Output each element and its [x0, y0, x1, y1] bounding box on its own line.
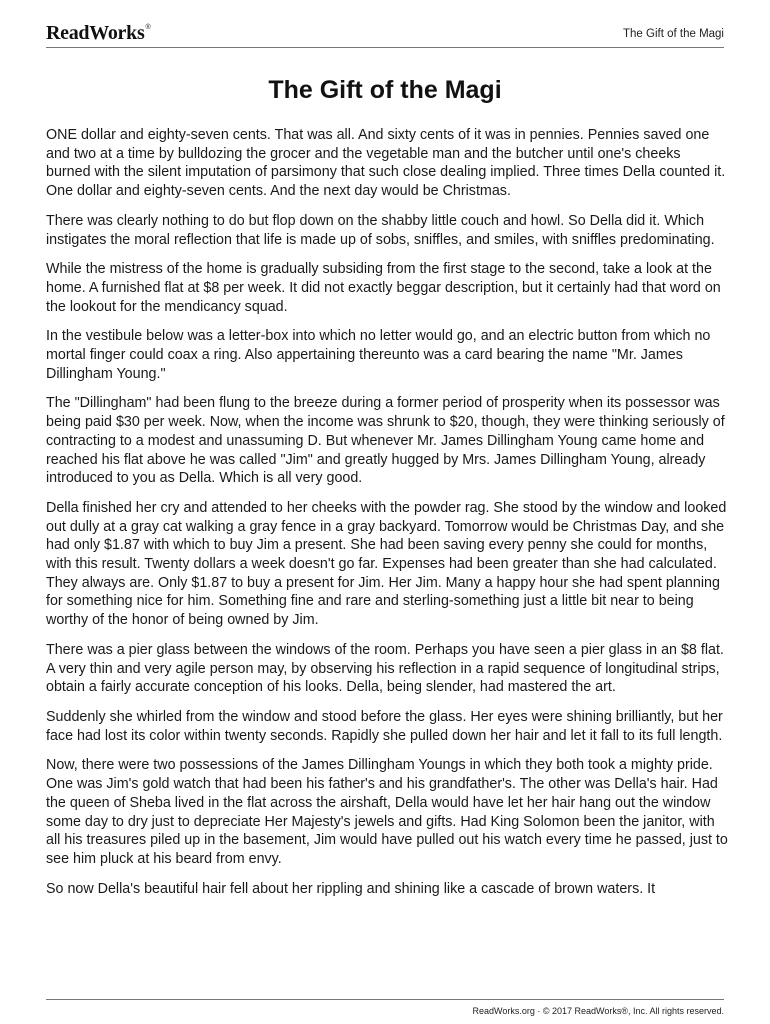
page-title: The Gift of the Magi	[268, 76, 502, 104]
paragraph: There was a pier glass between the windows of the room. Perhaps you have seen a pier glass in an $8 flat. A very thin and very agile person may, by observing his reflection in a rapid sequence of longitudinal strips, obtain a fairly accurate conception of his looks. Della, being slender, had mastered the art.	[46, 641, 724, 696]
logo-text: ReadWorks	[46, 22, 145, 44]
paragraph: Suddenly she whirled from the window and stood before the glass. Her eyes were shining brilliantly, but her face had lost its color within twenty seconds. Rapidly she pulled down her hair and let it fall to its full length.	[46, 708, 723, 744]
paragraph: The "Dillingham" had been flung to the breeze during a former period of prosperity when its possessor was being paid $30 per week. Now, when the income was shrunk to $20, though, they were thinking seriously of contracting to a modest and unassuming D. But whenever Mr. James Dillingham Young came home and reached his flat above he was called "Jim" and greatly hugged by Mrs. James Dillingham Young, already introduced to you as Della. Which is all very good.	[46, 395, 725, 487]
header-divider	[46, 47, 724, 48]
logo-registered-mark: ®	[145, 24, 151, 31]
footer-copyright: ReadWorks.org · © 2017 ReadWorks®, Inc. All rights reserved.	[472, 1006, 724, 1016]
paragraph: Now, there were two possessions of the James Dillingham Youngs in which they both took a mighty pride. One was Jim's gold watch that had been his father's and his grandfather's. The other was Della's hair. Had the queen of Sheba lived in the flat across the airshaft, Della would have let her hair hang out the window some day to dry just to depreciate Her Majesty's jewels and gifts. Had King Solomon been the janitor, with all his treasures piled up in the basement, Jim would have pulled out his watch every time he passed, just to see him pluck at his beard from envy.	[46, 757, 728, 867]
paragraph: Della finished her cry and attended to her cheeks with the powder rag. She stood by the window and looked out dully at a gray cat walking a gray fence in a gray backyard. Tomorrow would be Christmas Day, and she had only $1.87 with which to buy Jim a present. She had been saving every penny she could for months, with this result. Twenty dollars a week doesn't go far. Expenses had been greater than she had calculated. They always are. Only $1.87 to buy a present for Jim. Her Jim. Many a happy hour she had spent planning for something nice for him. Something fine and rare and sterling-something just a little bit near to being worthy of the honor of being owned by Jim.	[46, 499, 727, 629]
paragraph: So now Della's beautiful hair fell about her rippling and shining like a cascade of brown waters. It	[46, 880, 656, 897]
footer-divider	[46, 999, 724, 1000]
page-header	[46, 22, 724, 48]
paragraph: While the mistress of the home is gradually subsiding from the first stage to the second, take a look at the home. A furnished flat at $8 per week. It did not exactly beggar description, but it certainly had that word on the lookout for the mendicancy squad.	[46, 261, 721, 315]
paragraph: ONE dollar and eighty-seven cents. That was all. And sixty cents of it was in pennies. Pennies saved one and two at a time by bulldozing the grocer and the vegetable man and the butcher until one's cheeks burned with the silent imputation of parsimony that such close dealing implied. Three times Della counted it. One dollar and eighty-seven cents. And the next day would be Christmas.	[46, 127, 726, 200]
paragraph: There was clearly nothing to do but flop down on the shabby little couch and howl. So Della did it. Which instigates the moral reflection that life is made up of sobs, sniffles, and smiles, with sniffles predominating.	[46, 212, 715, 248]
readworks-logo	[46, 22, 150, 45]
story-body	[46, 126, 728, 909]
header-document-title: The Gift of the Magi	[623, 28, 724, 40]
paragraph: In the vestibule below was a letter-box into which no letter would go, and an electric button from which no mortal finger could coax a ring. Also appertaining thereunto was a card bearing the name "Mr. James Dillingham Young."	[46, 328, 711, 382]
